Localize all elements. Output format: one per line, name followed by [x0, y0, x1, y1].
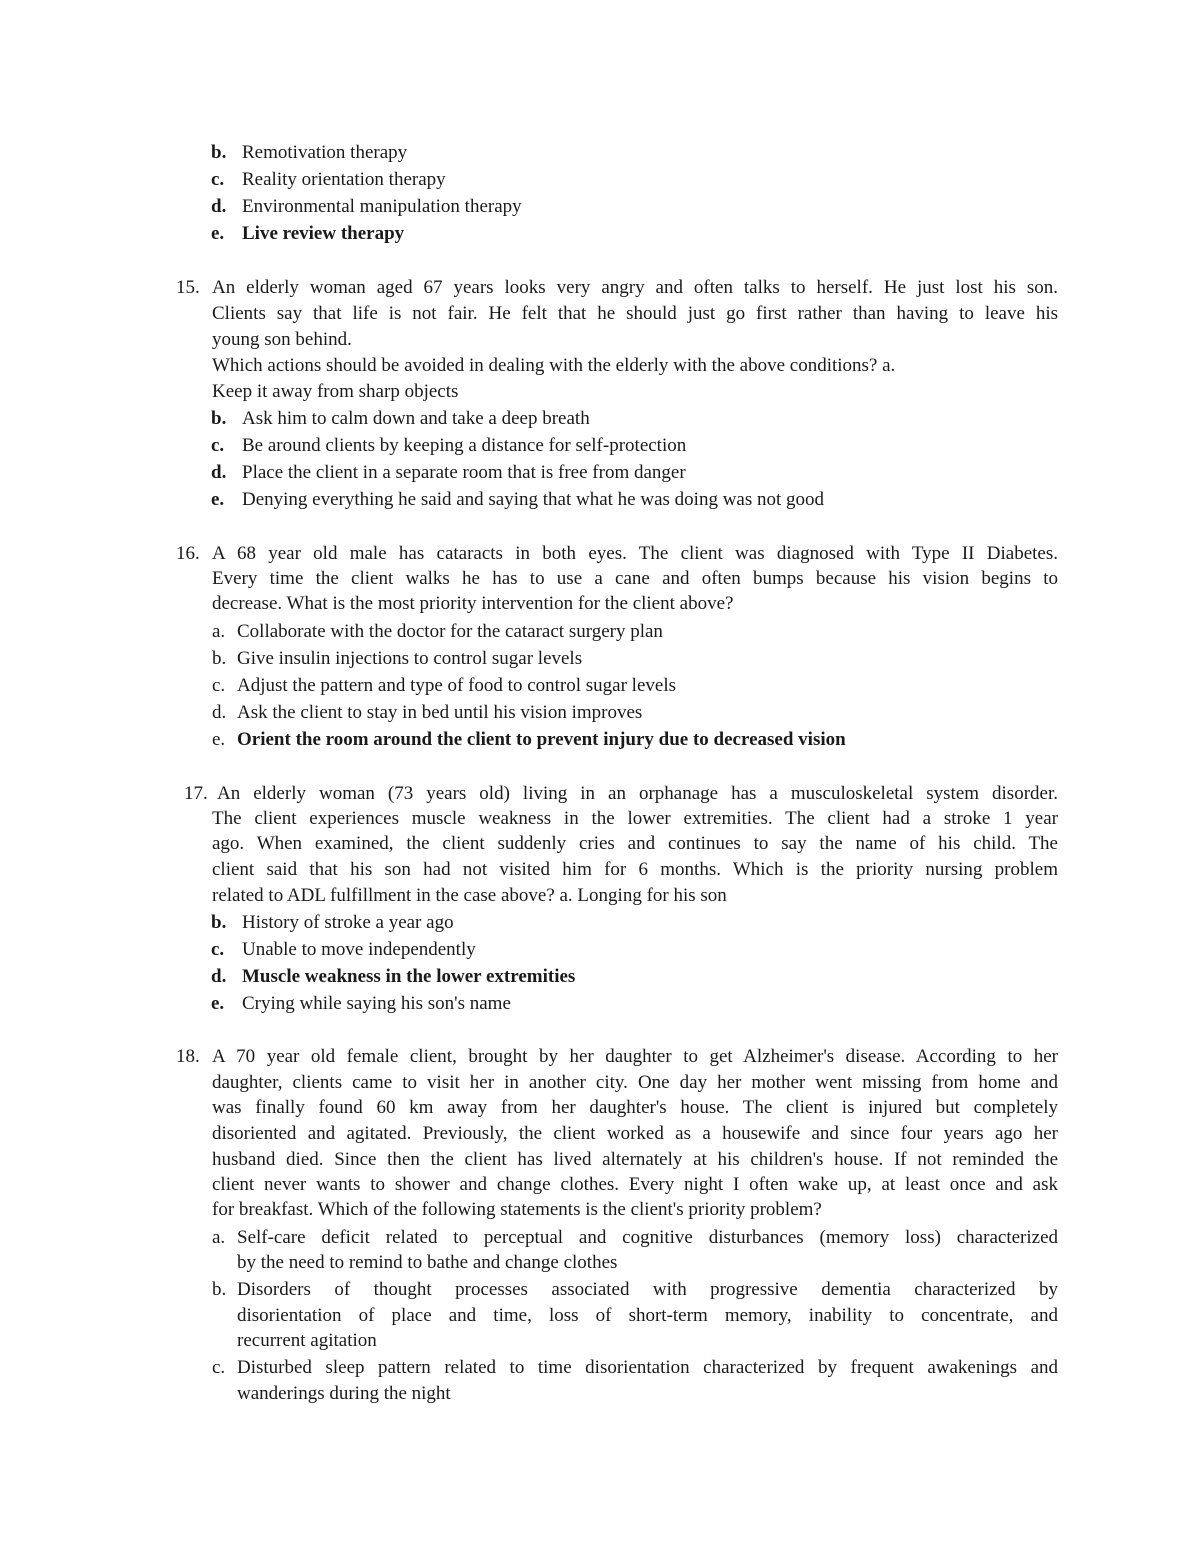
- option-text-line: recurrent agitation: [237, 1330, 377, 1351]
- option-letter: e.: [211, 993, 225, 1014]
- option-letter: c.: [211, 169, 225, 190]
- option-text: Crying while saying his son's name: [242, 993, 511, 1014]
- option-letter: b.: [211, 408, 227, 429]
- question-text-line: young son behind.: [212, 329, 352, 350]
- question-text-line: An elderly woman (73 years old) living in an orphanage has a musculoskeletal system disorder.: [217, 783, 1058, 804]
- option-letter: e.: [211, 489, 225, 510]
- question-text-line: disoriented and agitated. Previously, the client worked as a housewife and since four years ago her: [212, 1123, 1058, 1144]
- question-text-line: client never wants to shower and change clothes. Every night I often wake up, at least once and ask: [212, 1174, 1058, 1195]
- option-text: Ask him to calm down and take a deep breath: [242, 408, 590, 429]
- option-text: Collaborate with the doctor for the cataract surgery plan: [237, 621, 663, 642]
- option-letter: b.: [212, 648, 227, 669]
- option-text: Place the client in a separate room that is free from danger: [242, 462, 686, 483]
- question-text-line: husband died. Since then the client has lived alternately at his children's house. If not reminded the: [212, 1149, 1058, 1170]
- option-letter: d.: [212, 702, 227, 723]
- option-text: Give insulin injections to control sugar levels: [237, 648, 583, 669]
- option-text-line: Self-care deficit related to perceptual and cognitive disturbances (memory loss) characterized: [237, 1227, 1058, 1248]
- option-letter: c.: [211, 939, 225, 960]
- question-text-line: A 68 year old male has cataracts in both eyes. The client was diagnosed with Type II Diabetes.: [212, 543, 1058, 564]
- option-letter: e.: [212, 729, 226, 750]
- question-text-line: A 70 year old female client, brought by her daughter to get Alzheimer's disease. According to her: [212, 1046, 1058, 1067]
- question-text-line: daughter, clients came to visit her in another city. One day her mother went missing from home and: [212, 1072, 1058, 1093]
- option-text-line: by the need to remind to bathe and change clothes: [237, 1252, 618, 1273]
- option-text: Denying everything he said and saying that what he was doing was not good: [242, 489, 825, 510]
- option-letter: c.: [211, 435, 225, 456]
- option-text-answer: Orient the room around the client to prevent injury due to decreased vision: [237, 729, 846, 750]
- option-text: Be around clients by keeping a distance for self-protection: [242, 435, 687, 456]
- option-text-line: wanderings during the night: [237, 1383, 451, 1404]
- option-letter: a.: [212, 621, 226, 642]
- option-text-line: Disorders of thought processes associated with progressive dementia characterized by: [237, 1279, 1058, 1300]
- option-letter: d.: [211, 966, 227, 987]
- option-text: Unable to move independently: [242, 939, 476, 960]
- question-text-line: Clients say that life is not fair. He felt that he should just go first rather than having to leave his: [212, 303, 1058, 324]
- question-text-line: client said that his son had not visited him for 6 months. Which is the priority nursing problem: [212, 859, 1058, 880]
- option-text-answer: Muscle weakness in the lower extremities: [242, 966, 576, 987]
- question-text-line: The client experiences muscle weakness in the lower extremities. The client had a stroke 1 year: [212, 808, 1058, 829]
- question-number: 16.: [176, 543, 200, 564]
- question-number: 15.: [176, 277, 200, 298]
- option-text: Adjust the pattern and type of food to control sugar levels: [237, 675, 677, 696]
- question-text-line: related to ADL fulfillment in the case above? a. Longing for his son: [212, 885, 727, 906]
- question-text-line: Keep it away from sharp objects: [212, 381, 459, 402]
- option-text: History of stroke a year ago: [242, 912, 454, 933]
- option-text: Reality orientation therapy: [242, 169, 446, 190]
- option-letter: d.: [211, 462, 227, 483]
- option-letter: b.: [211, 142, 227, 163]
- option-letter: d.: [211, 196, 227, 217]
- question-text-line: ago. When examined, the client suddenly cries and continues to say the name of his child. The: [212, 833, 1058, 854]
- question-text-line: An elderly woman aged 67 years looks very angry and often talks to herself. He just lost his son.: [212, 277, 1058, 298]
- question-text-line: Which actions should be avoided in dealing with the elderly with the above conditions? a.: [212, 355, 896, 376]
- option-letter: b.: [212, 1279, 227, 1300]
- question-text-line: for breakfast. Which of the following statements is the client's priority problem?: [212, 1199, 822, 1220]
- question-text-line: decrease. What is the most priority intervention for the client above?: [212, 593, 734, 614]
- option-text-line: Disturbed sleep pattern related to time disorientation characterized by frequent awakenings and: [237, 1357, 1058, 1378]
- question-number: 17.: [184, 783, 208, 804]
- option-text: Ask the client to stay in bed until his vision improves: [237, 702, 643, 723]
- option-letter: a.: [212, 1227, 226, 1248]
- option-letter: c.: [212, 1357, 226, 1378]
- question-number: 18.: [176, 1046, 200, 1067]
- question-text-line: Every time the client walks he has to use a cane and often bumps because his vision begins to: [212, 568, 1058, 589]
- question-text-line: was finally found 60 km away from her daughter's house. The client is injured but completely: [212, 1097, 1058, 1118]
- option-text-answer: Live review therapy: [242, 223, 405, 244]
- option-text: Environmental manipulation therapy: [242, 196, 522, 217]
- option-letter: e.: [211, 223, 225, 244]
- option-letter: b.: [211, 912, 227, 933]
- option-text-line: disorientation of place and time, loss of short-term memory, inability to concentrate, and: [237, 1305, 1058, 1326]
- option-letter: c.: [212, 675, 226, 696]
- option-text: Remotivation therapy: [242, 142, 408, 163]
